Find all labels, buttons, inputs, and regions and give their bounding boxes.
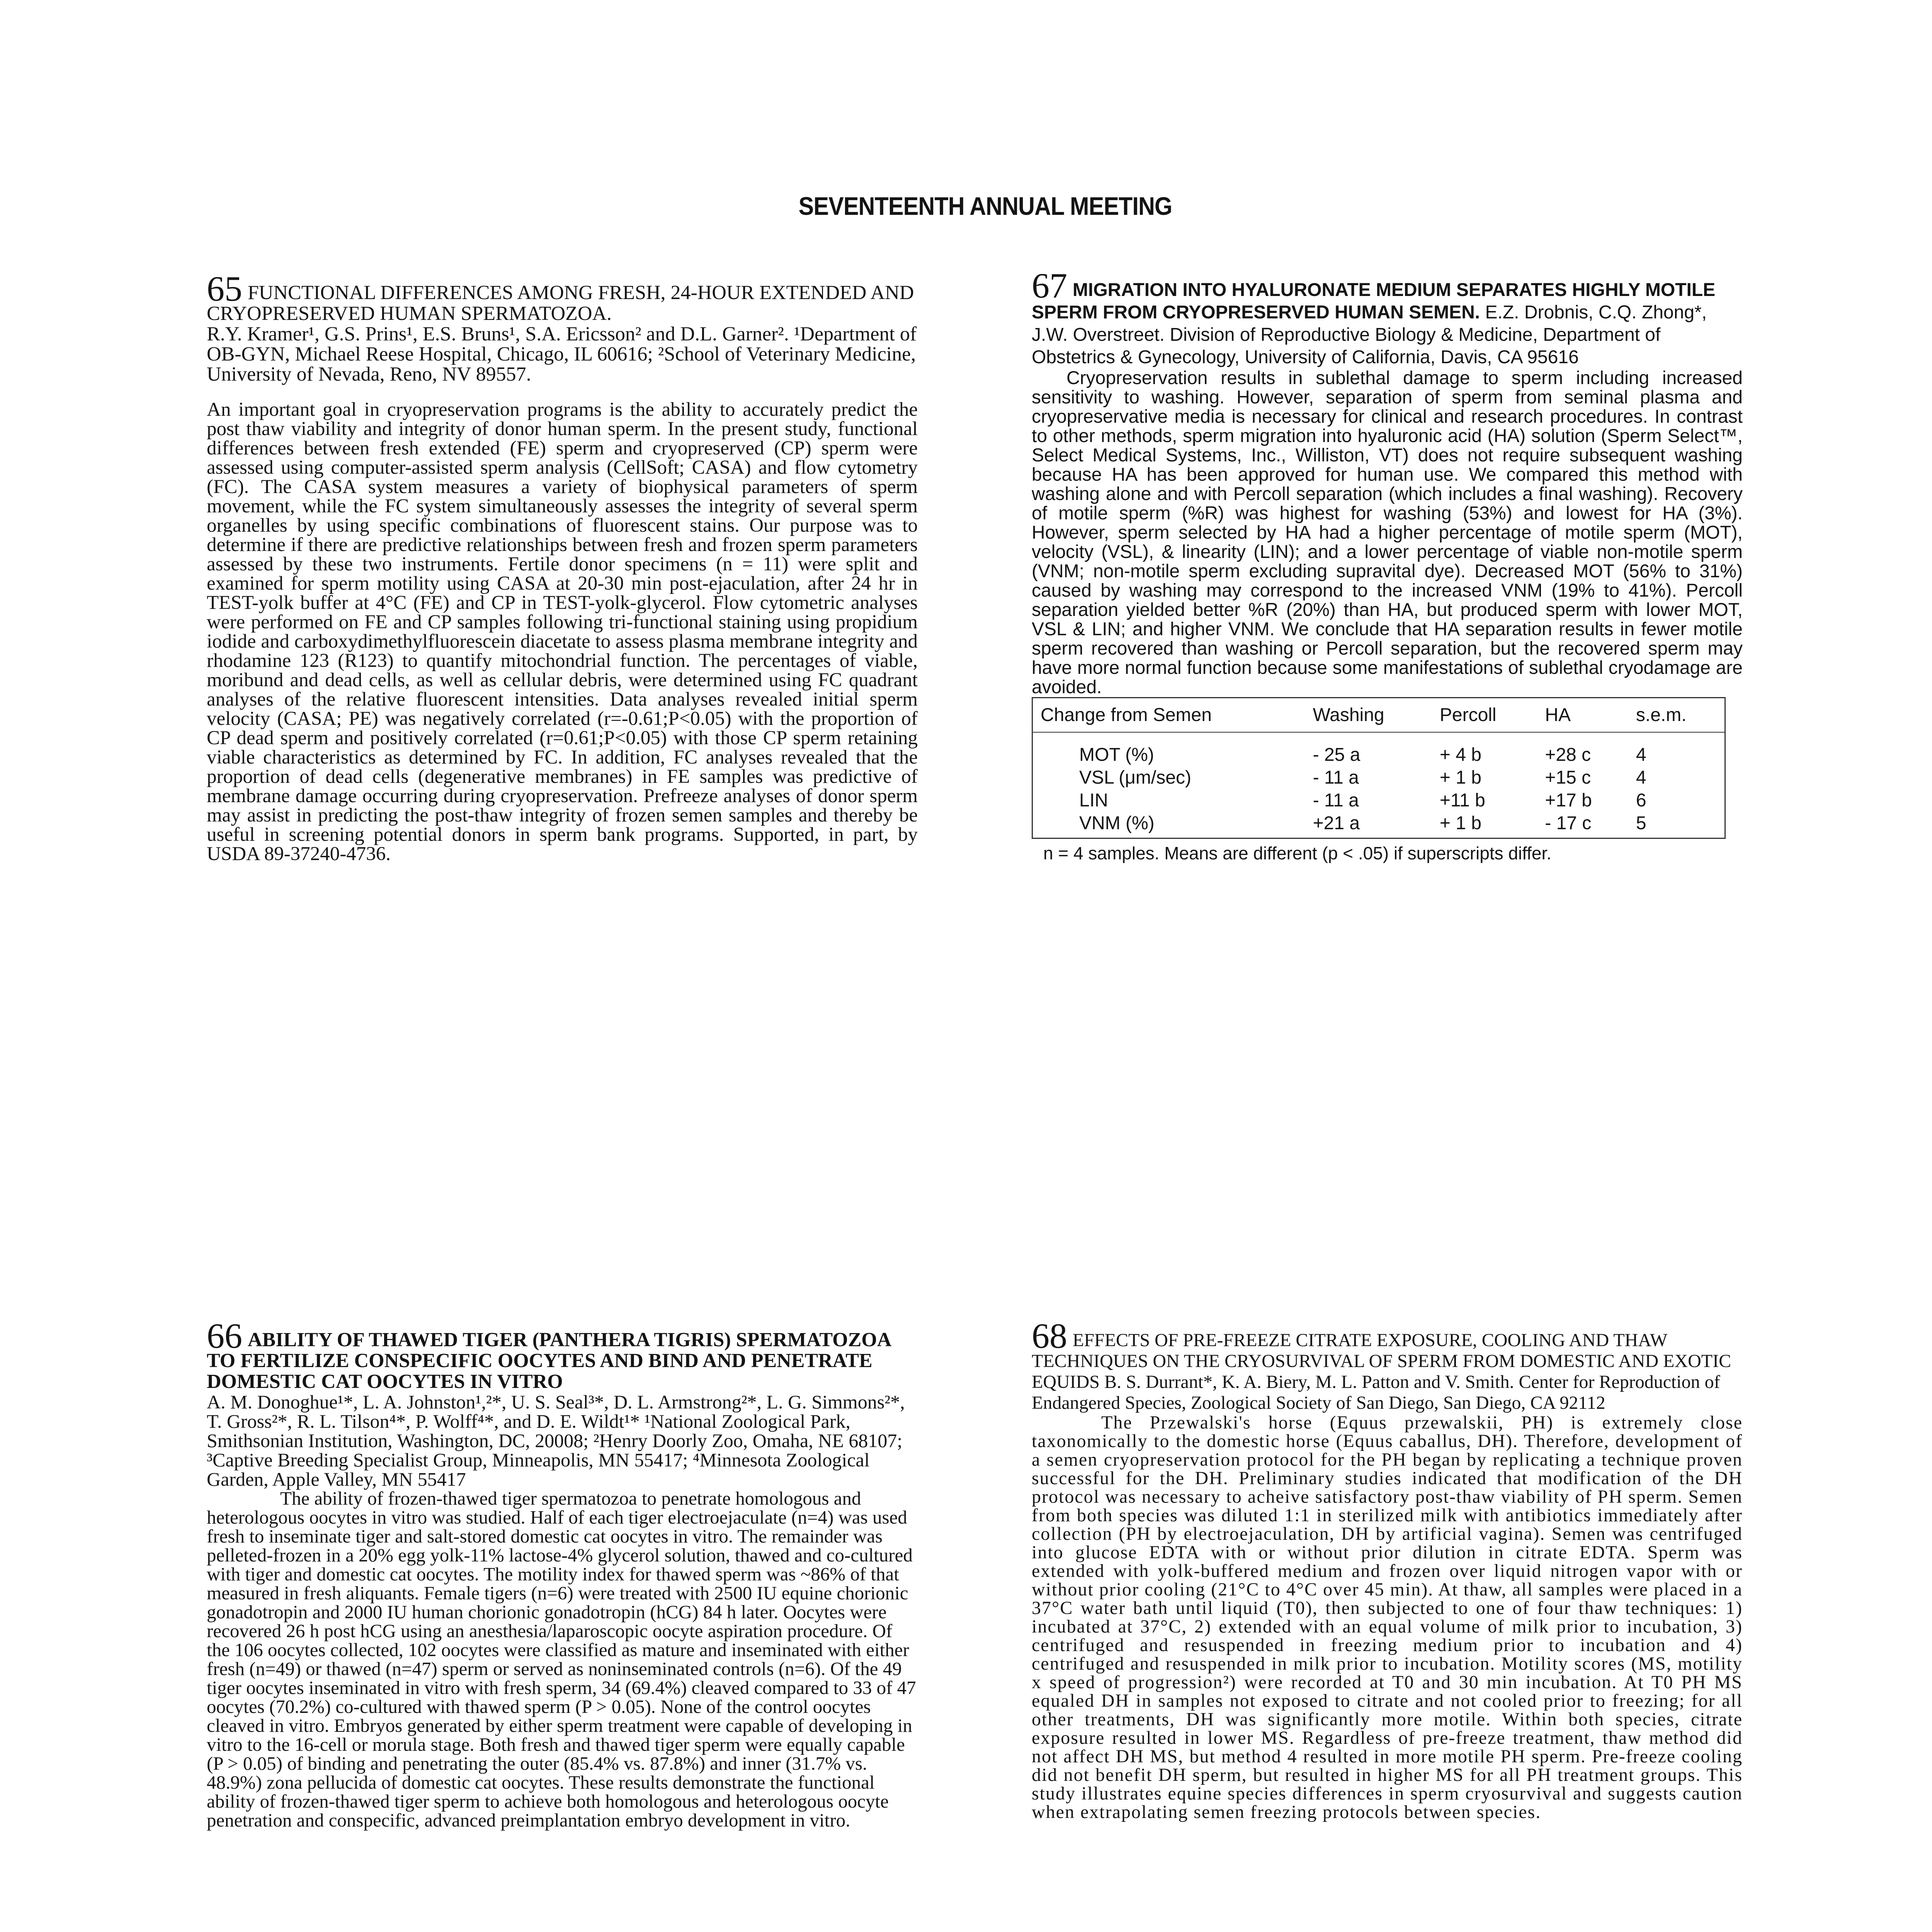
table-cell: +21 a bbox=[1313, 813, 1360, 833]
abstract-68 bbox=[1032, 1316, 1743, 1822]
table-cell: +15 c bbox=[1545, 767, 1591, 788]
table-cell: +28 c bbox=[1545, 745, 1591, 765]
table-cell: 4 bbox=[1636, 745, 1646, 765]
table-cell: + 4 b bbox=[1439, 745, 1481, 765]
table-footnote: n = 4 samples. Means are different (p < .05) if superscripts differ. bbox=[1043, 843, 1552, 863]
table-cell: + 1 b bbox=[1439, 813, 1481, 833]
col-header-change: Change from Semen bbox=[1033, 698, 1305, 732]
table-row bbox=[1033, 732, 1725, 766]
abstract-66-body: The ability of frozen-thawed tiger spermatozoa to penetrate homologous and heterologous oocytes in vitro was studied. Half of each tiger electroejaculate (n=4) was used fresh to inseminate tiger and salt-stored domestic cat oocytes in vitro. The remainder was pelleted-frozen in a 20% egg yolk-11% lactose-4% glycerol solution, thawed and co-cultured with tiger and domestic cat oocytes. The motility index for thawed sperm was ~86% of that measured in fresh aliquants. Female tigers (n=6) were treated with 2500 IU equine chorionic gonadotropin and 2000 IU human chorionic gonadotropin (hCG) 84 h later. Oocytes were recovered 26 h post hCG using an anesthesia/laparoscopic oocyte aspiration procedure. Of the 106 oocytes collected, 102 oocytes were classified as mature and inseminated with either fresh (n=49) or thawed (n=47) sperm or served as noninseminated controls (n=6). Of the 49 tiger oocytes inseminated in vitro with fresh sperm, 34 (69.4%) cleaved compared to 33 of 47 oocytes (70.2%) co-cultured with thawed sperm (P > 0.05). None of the control oocytes cleaved in vitro. Embryos generated by either sperm treatment were capable of developing in vitro to the 16-cell or morula stage. Both fresh and thawed tiger sperm were equally capable (P > 0.05) of binding and penetrating the outer (85.4% vs. 87.8%) and inner (31.7% vs. 48.9%) zona pellucida of domestic cat oocytes. These results demonstrate the functional ability of frozen-thawed tiger sperm to achieve both homologous and heterologous oocyte penetration and conspecific, advanced preimplantation embryo development in vitro. bbox=[207, 1488, 916, 1831]
table-cell: LIN bbox=[1079, 790, 1108, 811]
table-cell: MOT (%) bbox=[1079, 745, 1154, 765]
results-table-box bbox=[1032, 697, 1726, 839]
table-cell: + 1 b bbox=[1439, 767, 1481, 788]
col-header-percoll: Percoll bbox=[1432, 698, 1537, 732]
abstract-68-body: The Przewalski's horse (Equus przewalskii, PH) is extremely close taxonomically to the domestic horse (Equus caballus, DH). Therefore, development of a semen cryopreservation protocol for the PH began by replicating a technique proven successful for the DH. Preliminary studies indicated that modification of the DH protocol was necessary to acheive satisfactory post-thaw viability of PH sperm. Semen from both species was diluted 1:1 in sterilized milk with antibiotics immediately after collection (PH by electroejaculation, DH by artificial vagina). Semen was centrifuged into glucose EDTA with or without prior dilution in citrate EDTA. Sperm was extended with yolk-buffered medium and frozen over liquid nitrogen vapor with or without prior cooling (21°C to 4°C over 45 min). At thaw, all samples were placed in a 37°C water bath until liquid (T0), then subjected to one of four thaw techniques: 1) incubated at 37°C, 2) extended with an equal volume of milk prior to incubation, 3) centrifuged and resuspended in freezing medium prior to incubation and 4) centrifuged and resuspended in milk prior to incubation. Motility scores (MS, motility x speed of progression²) were recorded at T0 and 30 min incubation. At T0 PH MS equaled DH in samples not exposed to citrate and not cooled prior to freezing; for all other treatments, DH was significantly more motile. Within both species, citrate exposure resulted in lower MS. Regardless of pre-freeze treatment, thaw method did not affect DH MS, but method 4 resulted in more motile PH sperm. Pre-freeze cooling did not benefit DH sperm, but resulted in higher MS for all PH treatment groups. This study illustrates equine species differences in sperm cryosurvival and suggests caution when extrapolating semen freezing protocols between species. bbox=[1032, 1412, 1743, 1822]
abstract-65-title-block bbox=[207, 269, 918, 325]
abstract-68-title-block bbox=[1032, 1316, 1743, 1413]
col-header-washing: Washing bbox=[1305, 698, 1432, 732]
abstract-66-title: ABILITY OF THAWED TIGER (PANTHERA TIGRIS) SPERMATOZOA TO FERTILIZE CONSPECIFIC OOCYTES AND BIND AND PENETRATE DOMESTIC CAT OOCYTES IN VITRO bbox=[207, 1329, 891, 1393]
abstract-66-authors: A. M. Donoghue¹*, L. A. Johnston¹,²*, U. S. Seal³*, D. L. Armstrong²*, L. G. Simmons²*, T. Gross²*, R. L. Tilson⁴*, P. Wolff⁴*, and D. E. Wildt¹* ¹National Zoological Park, Smithsonian Institution, Washington, DC, 20008; ²Henry Doorly Zoo, Omaha, NE 68107; ³Captive Breeding Specialist Group, Minneapolis, MN 55417; ⁴Minnesota Zoological Garden, Apple Valley, MN 55417 bbox=[207, 1391, 905, 1490]
table-row bbox=[1033, 766, 1725, 789]
abstract-67-number: 67 bbox=[1032, 266, 1067, 305]
abstract-65-authors: R.Y. Kramer¹, G.S. Prins¹, E.S. Bruns¹, S.A. Ericsson² and D.L. Garner². ¹Department of OB-GYN, Michael Reese Hospital, Chicago, IL 60616; ²School of Veterinary Medicine, University of Nevada, Reno, NV 89557. bbox=[207, 323, 917, 385]
col-header-ha: HA bbox=[1537, 698, 1628, 732]
abstract-66 bbox=[207, 1316, 918, 1831]
abstract-67-authors: E.Z. Drobnis, C.Q. Zhong*, J.W. Overstreet. Division of Reproductive Biology & Medicine, Department of Obstetrics & Gynecology, University of California, Davis, CA 95616 bbox=[1032, 302, 1707, 367]
table-row bbox=[1033, 812, 1725, 838]
table-row bbox=[1033, 789, 1725, 812]
abstract-65-number: 65 bbox=[207, 269, 242, 308]
table-cell: 6 bbox=[1636, 790, 1646, 811]
abstract-67-body: Cryopreservation results in sublethal damage to sperm including increased sensitivity to washing. However, separation of sperm from seminal plasma and cryopreservative media is necessary for clinical and research procedures. In contrast to other methods, sperm migration into hyaluronic acid (HA) solution (Sperm Select™, Select Medical Systems, Inc., Williston, VT) does not require subsequent washing because HA has been approved for human use. We compared this method with washing alone and with Percoll separation (which includes a final washing). Recovery of motile sperm (%R) was highest for washing (53%) and lowest for HA (3%). However, sperm selected by HA had a higher percentage of motile sperm (MOT), velocity (VSL), & linearity (LIN); and a lower percentage of viable non-motile sperm (VNM; non-motile sperm excluding supravital dye). Decreased MOT (56% to 31%) caused by washing may correspond to the increased VNM (19% to 41%). Percoll separation yielded better %R (20%) than HA, but produced sperm with lower MOT, VSL & LIN; and higher VNM. We conclude that HA separation results in fewer motile sperm recovered than washing or Percoll separation, but the recovered sperm may have more normal function because some manifestations of sublethal cryodamage are avoided. bbox=[1032, 368, 1743, 697]
abstract-67-title: MIGRATION INTO HYALURONATE MEDIUM SEPARATES HIGHLY MOTILE SPERM FROM CRYOPRESERVED HUMAN SEMEN. bbox=[1032, 280, 1716, 323]
table-cell: - 11 a bbox=[1313, 790, 1359, 811]
abstract-66-number: 66 bbox=[207, 1316, 242, 1355]
abstract-68-title: EFFECTS OF PRE-FREEZE CITRATE EXPOSURE, COOLING AND THAW TECHNIQUES ON THE CRYOSURVIVAL OF SPERM FROM DOMESTIC AND EXOTIC EQUIDS bbox=[1032, 1330, 1731, 1392]
abstract-68-authors: B. S. Durrant*, K. A. Biery, M. L. Patton and V. Smith. Center for Reproduction of Endangered Species, Zoological Society of San Diego, San Diego, CA 92112 bbox=[1032, 1372, 1720, 1413]
abstract-65-title: FUNCTIONAL DIFFERENCES AMONG FRESH, 24-HOUR EXTENDED AND CRYOPRESERVED HUMAN SPERMATOZOA. bbox=[207, 282, 914, 325]
table-cell: - 17 c bbox=[1545, 813, 1592, 833]
abstract-65 bbox=[207, 269, 918, 865]
results-table bbox=[1033, 698, 1725, 838]
table-cell: +17 b bbox=[1545, 790, 1592, 811]
col-header-sem: s.e.m. bbox=[1628, 698, 1725, 732]
table-cell: 5 bbox=[1636, 813, 1646, 833]
abstract-65-body: An important goal in cryopreservation programs is the ability to accurately predict the post thaw viability and integrity of donor human sperm. In the present study, functional differences between fresh extended (FE) sperm and cryopreserved (CP) sperm were assessed using computer-assisted sperm analysis (CellSoft; CASA) and flow cytometry (FC). The CASA system measures a variety of biophysical parameters of sperm movement, while the FC system simultaneously assesses the integrity of several sperm organelles by using specific combinations of fluorescent stains. Our purpose was to determine if there are predictive relationships between fresh and frozen sperm parameters assessed by these two instruments. Fertile donor specimens (n = 11) were split and examined for sperm motility using CASA at 20-30 min post-ejaculation, after 24 hr in TEST-yolk buffer at 4°C (FE) and CP in TEST-yolk-glycerol. Flow cytometric analyses were performed on FE and CP samples following tri-functional staining using propidium iodide and carboxydimethylfluorescein diacetate to assess plasma membrane integrity and rhodamine 123 (R123) to quantify mitochondrial function. The percentages of viable, moribund and dead cells, as well as cellular debris, were determined using FC quadrant analyses of the relative fluorescent intensities. Data analyses revealed initial sperm velocity (CASA; PE) was negatively correlated (r=-0.61;P<0.05) with the proportion of CP dead sperm and positively correlated (r=0.61;P<0.05) with those CP sperm retaining viable characteristics as determined by FC. In addition, FC analyses revealed that the proportion of dead cells (degenerative membranes) in FE samples was predictive of membrane damage occurring during cryopreservation. Prefreeze analyses of donor sperm may assist in predicting the post-thaw integrity of frozen semen samples and thereby be useful in screening potential donors in sperm bank programs. Supported, in part, by USDA 89-37240-4736. bbox=[207, 399, 918, 865]
table-cell: - 25 a bbox=[1313, 745, 1361, 765]
abstract-67 bbox=[1032, 266, 1743, 864]
abstract-68-number: 68 bbox=[1032, 1316, 1067, 1355]
table-cell: +11 b bbox=[1439, 790, 1485, 811]
abstract-67-title-block bbox=[1032, 266, 1743, 369]
table-cell: 4 bbox=[1636, 767, 1646, 788]
table-cell: VNM (%) bbox=[1079, 813, 1155, 833]
table-cell: - 11 a bbox=[1313, 767, 1359, 788]
results-table-header-row bbox=[1033, 698, 1725, 732]
abstract-66-title-block bbox=[207, 1316, 918, 1393]
meeting-header: SEVENTEENTH ANNUAL MEETING bbox=[798, 192, 1172, 220]
table-cell: VSL (μm/sec) bbox=[1079, 767, 1191, 788]
